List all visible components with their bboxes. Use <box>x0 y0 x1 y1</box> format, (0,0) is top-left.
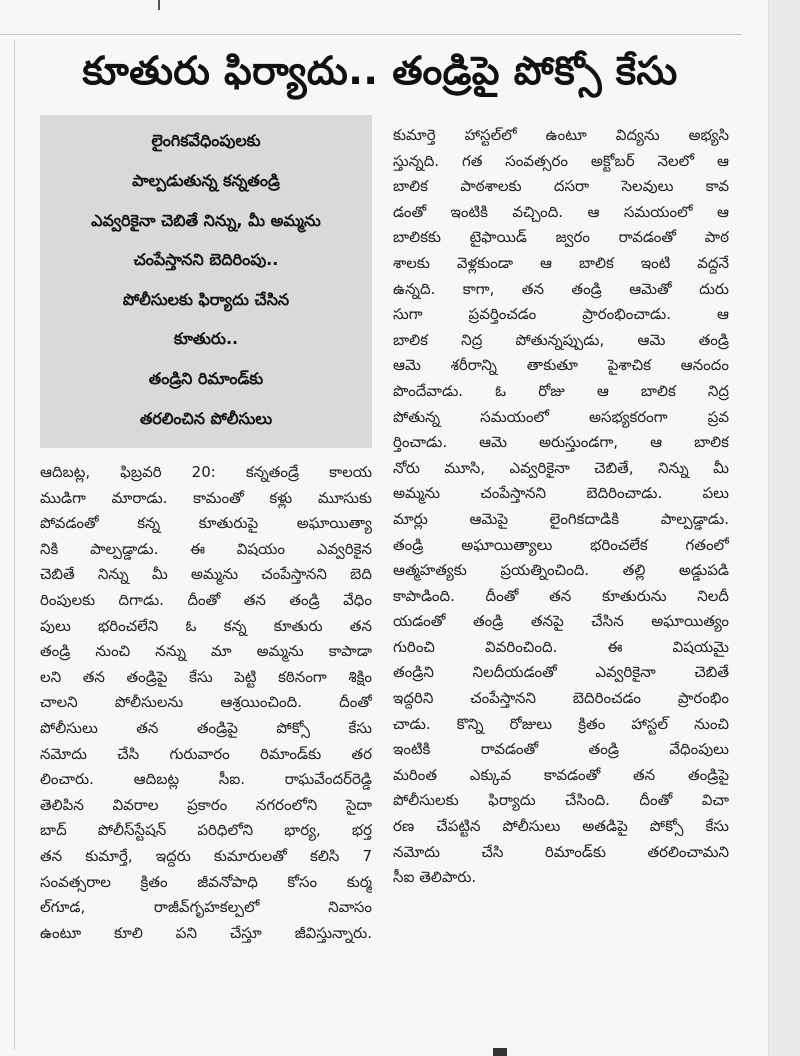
bottom-page-mark <box>493 1048 507 1056</box>
article-line: కాపాడింది. దీంతో తన కూతురును నిలదీ <box>393 586 729 605</box>
top-rule <box>0 34 742 35</box>
article-line: యడంతో తండ్రి తనపై చేసిన అఘాయిత్యం <box>393 612 729 631</box>
article-line: స్తున్నది. గత సంవత్సరం అక్టోబర్ నెలలో ఆ <box>393 151 729 170</box>
article-line: ఆదిబట్ల, ఫిబ్రవరి 20: కన్నతండ్రే కాలయ <box>40 463 372 481</box>
article-line: పొందేవాడు. ఓ రోజు ఆ బాలిక నిద్ర <box>393 381 729 400</box>
article-line: చెబితే నిన్ను మీ అమ్మను చంపేస్తానని బెది <box>40 565 372 584</box>
article-line: తండ్రిని నిలదీయడంతో ఎవ్వరికైనా చెబితే <box>393 663 729 682</box>
article-line: తండ్రి నుంచి నన్ను మా అమ్మను కాపాడా <box>40 642 372 661</box>
highlight-line: లైంగికవేధింపులకు <box>151 131 261 151</box>
highlight-line: కూతురు.. <box>173 329 239 349</box>
article-line: ఆత్మహత్యకు ప్రయత్నించింది. తల్లి అడ్డుపడి <box>393 561 729 580</box>
article-line: కుమార్తె హాస్టల్‌లో ఉంటూ విద్యను అభ్యసి <box>393 126 729 144</box>
left-column-rule <box>14 40 15 1050</box>
article-line: ఉన్నది. కాగా, తన తండ్రి ఆమెతో దురు <box>393 279 729 298</box>
article-line: నమోదు చేసి గురువారం రిమాండ్‌కు తర <box>40 744 372 763</box>
article-line: తన కుమార్తే, ఇద్దరు కుమారులతో కలిసి 7 <box>40 846 372 865</box>
article-line: లని తన తండ్రిపై కేసు పెట్టి కఠినంగా శిక్షిం <box>40 667 372 686</box>
top-column-divider <box>158 0 160 10</box>
article-line: నమోదు చేసి రిమాండ్‌కు తరలించామని <box>393 842 729 861</box>
headline: కూతురు ఫిర్యాదు.. తండ్రిపై పోక్సో కేసు <box>82 49 678 94</box>
article-line: గురించి వివరించింది. ఈ విషయమై <box>393 637 729 656</box>
highlight-line: ఎవ్వరికైనా చెబితే నిన్ను, మీ అమ్మను <box>91 210 321 230</box>
article-line: తెలిపిన వివరాల ప్రకారం నగరంలోని సైదా <box>40 795 372 814</box>
article-line: సంవత్సరాల క్రితం జీవనోపాధి కోసం కుర్మ <box>40 872 372 891</box>
article-line: బాలికకు టైఫాయిడ్ జ్వరం రావడంతో పాఠ <box>393 228 729 247</box>
highlight-line: పోలీసులకు ఫిర్యాదు చేసిన <box>122 289 290 309</box>
article-line: మరింత ఎక్కువ కావడంతో తన తండ్రిపై <box>393 765 729 784</box>
highlight-box <box>40 115 372 448</box>
article-line: ల్‌గూడ, రాజీవ్‌గృహకల్పలో నివాసం <box>40 898 372 917</box>
article-line: చాడు. కొన్ని రోజులు క్రితం హాస్టల్ నుంచి <box>393 714 729 733</box>
article-line: ఆమె శరీరాన్ని తాకుతూ పైశాచిక ఆనందం <box>393 356 729 375</box>
highlight-line: తరలించిన పోలీసులు <box>139 408 273 428</box>
article-line: నికి పాల్పడ్డాడు. ఈ విషయం ఎవ్వరికైన <box>40 539 372 558</box>
article-line: బాలిక నిద్ర పోతున్నప్పుడు, ఆమె తండ్రి <box>393 330 729 349</box>
article-line: ఇద్దరిని చంపేస్తానని బెదిరించడం ప్రారంభిం <box>393 689 729 708</box>
article-line: తండ్రి అఘాయిత్యాలు భరించలేక గతంలో <box>393 535 729 554</box>
article-line: ర్తించాడు. ఆమె అరుస్తుండగా, ఆ బాలిక <box>393 433 729 452</box>
article-line: రింపులకు దిగాడు. దీంతో తన తండ్రి వేధిం <box>40 590 372 609</box>
article-line: శాలకు వెళ్లకుండా ఆ బాలిక ఇంటి వద్దనే <box>393 253 729 272</box>
article-line: బాలిక పాఠశాలకు దసరా సెలవులు కావ <box>393 177 729 196</box>
article-line: నోరు మూసి, ఎవ్వరికైనా చెబితే, నిన్ను మీ <box>393 458 729 477</box>
article-line: చాలని పోలీసులను ఆశ్రయించింది. దీంతో <box>40 693 372 712</box>
article-line: బాద్ పోలీస్‌స్టేషన్ పరిధిలోని భార్య, భర్త <box>40 821 372 840</box>
article-line: డంతో ఇంటికి వచ్చింది. ఆ సమయంలో ఆ <box>393 202 729 221</box>
article-line: పోవడంతో కన్న కూతురుపై అఘాయిత్యా <box>40 514 372 533</box>
article-line: పోలీసులకు ఫిర్యాదు చేసింది. దీంతో విచా <box>393 791 729 810</box>
article-line: సుగా ప్రవర్తించడం ప్రారంభించాడు. ఆ <box>393 305 729 324</box>
page-edge-strip <box>768 0 800 1056</box>
article-line: ముడిగా మారాడు. కామంతో కళ్లు మూసుకు <box>40 488 372 507</box>
highlight-line: చంపేస్తానని బెదిరింపు.. <box>133 250 279 270</box>
article-line: సీఐ తెలిపారు. <box>393 868 477 887</box>
article-right-column <box>393 123 729 891</box>
article-line: రణ చేపట్టిన పోలీసులు అతడిపై పోక్సో కేసు <box>393 817 729 836</box>
article-line: ఉంటూ కూలి పని చేస్తూ జీవిస్తున్నారు. <box>40 923 372 942</box>
article-line: ఇంటికి రావడంతో తండ్రి వేధింపులు <box>393 740 729 759</box>
article-left-column <box>40 460 372 946</box>
article-line: లించారు. ఆదిబట్ల సీఐ. రాఘవేందర్‌రెడ్డి <box>40 770 372 789</box>
article-line: పులు భరించలేని ఓ కన్న కూతురు తన <box>40 616 372 635</box>
article-line: మార్లు ఆమెపై లైంగికదాడికి పాల్పడ్డాడు. <box>393 509 729 528</box>
highlight-line: పాల్పడుతున్న కన్నతండ్రి <box>132 170 280 190</box>
article-line: అమ్మను చంపేస్తానని బెదిరించాడు. పలు <box>393 484 729 503</box>
article-line: పోలీసులు తన తండ్రిపై పోక్సో కేసు <box>40 718 372 737</box>
article-line: పోతున్న సమయంలో అసభ్యకరంగా ప్రవ <box>393 407 729 426</box>
highlight-line: తండ్రిని రిమాండ్‌కు <box>148 369 264 389</box>
